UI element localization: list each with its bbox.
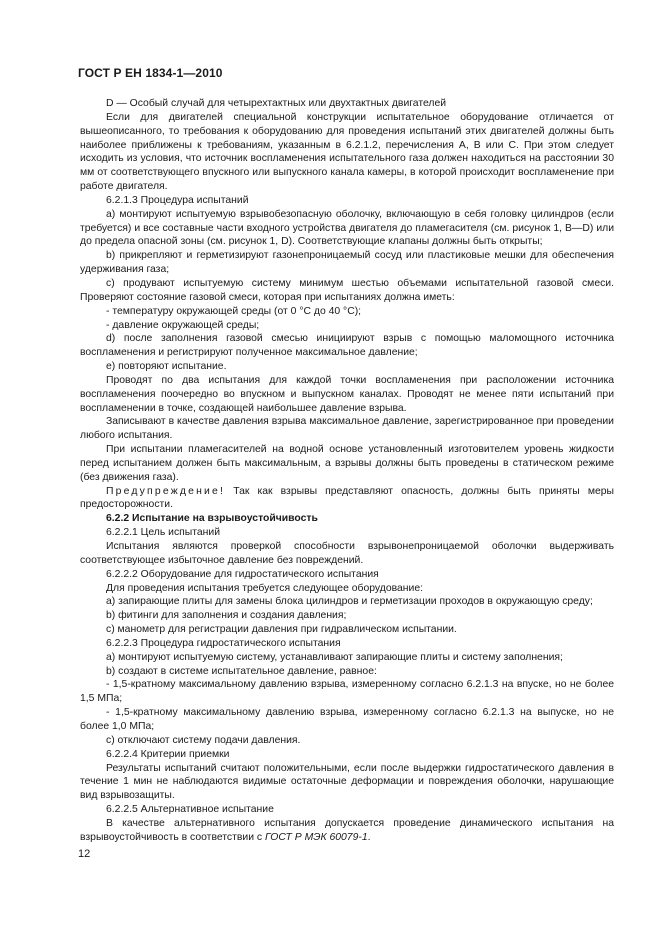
section-heading: 6.2.2 Испытание на взрывоустойчивость: [106, 513, 318, 525]
subsection-heading: 6.2.1.3 Процедура испытаний: [106, 194, 249, 206]
list-item: b) прикрепляют и герметизируют газонепроницаемый сосуд или пластиковые мешки для обеспечения удерживания газа;: [80, 250, 614, 276]
paragraph: Проводят по два испытания для каждой точки воспламенения при расположении источника воспламенения поочередно во впускном и выпускном каналах. Проводят не менее пяти испытаний при воспламенении в точке, создающей наибольшее давление взрыва.: [80, 374, 614, 414]
dash-item: - давление окружающей среды;: [106, 319, 260, 331]
dash-item: - температуру окружающей среды (от 0 °C до 40 °C);: [106, 305, 362, 317]
subsection-heading: 6.2.2.3 Процедура гидростатического испытания: [106, 637, 341, 649]
subsection-heading: 6.2.2.2 Оборудование для гидростатического испытания: [106, 568, 379, 580]
subsection-heading: 6.2.2.4 Критерии приемки: [106, 748, 230, 760]
list-item: b) создают в системе испытательное давление, равное:: [106, 665, 377, 677]
list-item: e) повторяют испытание.: [106, 361, 227, 373]
list-item: b) фитинги для заполнения и создания давления;: [106, 610, 347, 622]
paragraph: При испытании пламегасителей на водной основе установленный изготовителем уровень жидкости перед испытанием должен быть максимальным, а взрывы должны быть проведены в статическом режиме (без движения газа).: [80, 444, 614, 483]
subsection-heading: 6.2.2.1 Цель испытаний: [106, 527, 221, 539]
list-item: c) отключают систему подачи давления.: [106, 734, 301, 746]
list-item: а) монтируют испытуемую систему, устанавливают запирающие плиты и систему заполнения;: [106, 651, 563, 663]
list-item: а) монтируют испытуемую взрывобезопасную оболочку, включающую в себя головку цилиндров (если требуется) и все составные части входного устройства двигателя до пламегасителя (см. рисунок 1, В—D) или до предела опасной зоны (см. рисунок 1, D). Соответствующие клапаны должны быть открыты;: [80, 208, 614, 248]
paragraph-end: .: [367, 831, 371, 843]
subsection-heading: 6.2.2.5 Альтернативное испытание: [106, 804, 274, 816]
document-header: ГОСТ Р ЕН 1834-1—2010: [78, 66, 223, 80]
paragraph: Записывают в качестве давления взрыва максимальное давление, зарегистрированное при проведении любого испытания.: [80, 416, 614, 442]
list-item: c) манометр для регистрации давления при гидравлическом испытании.: [106, 624, 457, 636]
paragraph: Если для двигателей специальной конструкции испытательное оборудование отличается от вышеописанного, то требования к оборудованию для проведения испытаний этих двигателей должны быть наиболее приближены к требованиям, указанным в 6.2.1.2, перечисления А, В или С. При этом следует исходить из условия, что источник воспламенения испытательного газа должен находиться на расстоянии 30 мм от соответствующего впускного или выпускного канала камеры, в которой происходит воспламенение при работе двигателя.: [80, 111, 614, 193]
document-body: [80, 97, 614, 845]
warning-text: Так как взрывы представляют опасность, должны быть приняты меры предосторожности.: [80, 485, 614, 511]
warning-paragraph: [80, 485, 614, 513]
list-item: c) продувают испытуемую систему минимум шестью объемами испытательной газовой смеси. Проверяют состояние газовой смеси, которая при испытаниях должна иметь:: [80, 277, 614, 303]
list-item: а) запирающие плиты для замены блока цилиндров и герметизации проходов в окружающую среду;: [106, 596, 593, 608]
paragraph-text: В качестве альтернативного испытания допускается проведение динамического испытания на взрывоустойчивость в соответствии с: [80, 817, 614, 843]
warning-label: Предупреждение!: [106, 485, 226, 497]
paragraph: Испытания являются проверкой способности взрывонепроницаемой оболочки выдерживать соответствующее избыточное давление без повреждений.: [80, 541, 614, 566]
paragraph: Для проведения испытания требуется следующее оборудование:: [106, 582, 423, 594]
dash-item: - 1,5-кратному максимальному давлению взрыва, измеренному согласно 6.2.1.3 на впуске, но не более 1,5 МПа;: [80, 679, 614, 705]
paragraph: [80, 817, 614, 845]
page-number: 12: [78, 848, 91, 860]
dash-item: - 1,5-кратному максимальному давлению взрыва, измеренному согласно 6.2.1.3 на выпуске, но не более 1,0 МПа;: [80, 707, 614, 732]
standard-reference: ГОСТ Р МЭК 60079-1: [264, 831, 368, 843]
list-item: d) после заполнения газовой смесью инициируют взрыв с помощью маломощного источника воспламенения и регистрируют полученное максимальное давление;: [80, 333, 614, 359]
paragraph: Результаты испытаний считают положительными, если после выдержки гидростатического давления в течение 1 мин не наблюдаются видимые остаточные деформации и повреждения оболочки, нарушающие вид взрывозащиты.: [80, 762, 614, 802]
paragraph: D — Особый случай для четырехтактных или двухтактных двигателей: [106, 98, 447, 109]
